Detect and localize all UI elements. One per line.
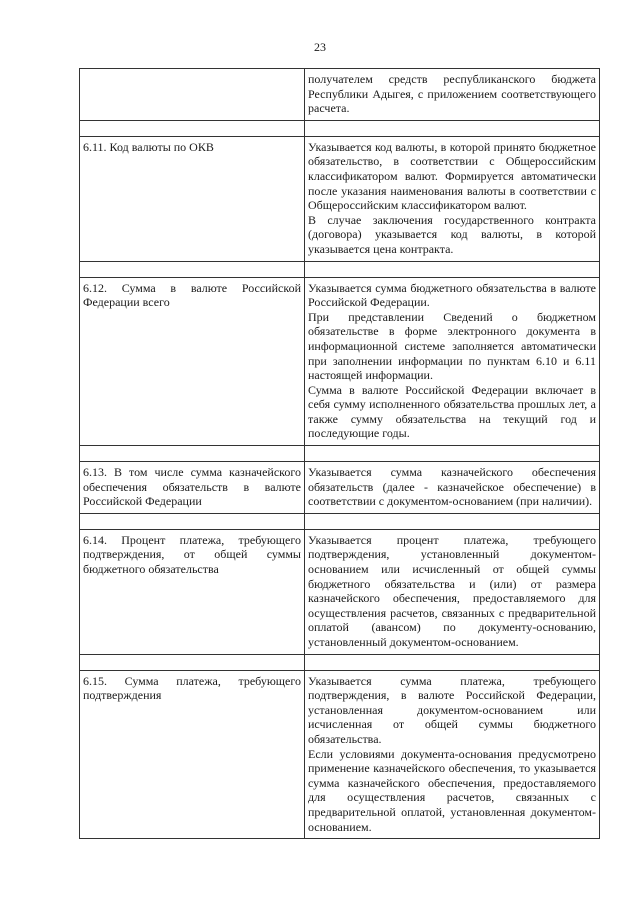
table-row (80, 529, 600, 654)
row-label: 6.14. Процент платежа, требующего подтверждения, от общей суммы бюджетного обязательства (80, 529, 305, 654)
paragraph: Указывается сумма бюджетного обязательства в валюте Российской Федерации. (308, 280, 596, 310)
paragraph: получателем средств республиканского бюджета Республики Адыгея, с приложением соответствующего расчета. (308, 72, 596, 116)
paragraph: При представлении Сведений о бюджетном обязательстве в форме электронного документа в информационной системе заполняется автоматически при заполнении информации по пунктам 6.10 и 6.11 настоящей информации. (308, 309, 596, 383)
paragraph: В случае заключения государственного контракта (договора) указывается код валюты, в которой указывается цена контракта. (308, 212, 596, 256)
row-content (305, 670, 600, 839)
row-label: 6.12. Сумма в валюте Российской Федерации всего (80, 277, 305, 446)
row-content (305, 136, 600, 261)
paragraph: Указывается сумма казначейского обеспечения обязательств (далее - казначейское обеспечение) в соответствии с документом-основанием (при наличии). (308, 465, 596, 509)
row-label (80, 69, 305, 121)
document-table (79, 68, 600, 839)
table-row-spacer (80, 513, 600, 529)
row-content (305, 277, 600, 446)
paragraph: Если условиями документа-основания предусмотрено применение казначейского обеспечения, то указывается сумма казначейского обеспечения, предоставляемого для осуществления расчетов, связанных с предварительной оплатой, установленная документом-основанием. (308, 746, 596, 834)
row-label: 6.13. В том числе сумма казначейского обеспечения обязательств в валюте Российской Федерации (80, 462, 305, 514)
table-row-spacer (80, 120, 600, 136)
row-label: 6.11. Код валюты по ОКВ (80, 136, 305, 261)
table-row (80, 69, 600, 121)
row-label: 6.15. Сумма платежа, требующего подтверждения (80, 670, 305, 839)
paragraph: Указывается сумма платежа, требующего подтверждения, в валюте Российской Федерации, установленная документом-основанием или исчисленная от общей суммы бюджетного обязательства. (308, 673, 596, 746)
paragraph: Указывается процент платежа, требующего подтверждения, установленный документом-основанием или исчисленный от общей суммы бюджетного обязательства и (или) от размера казначейского обеспечения, предоставляемого для осуществления расчетов, связанных с предварительной оплатой (авансом) по документу-основанию, установленный документом-основанием. (308, 532, 596, 649)
table-row (80, 136, 600, 261)
table-row (80, 670, 600, 839)
paragraph: Указывается код валюты, в которой принято бюджетное обязательство, в соответствии с Общероссийским классификатором валют. Формируется автоматически после указания наименования валюты в соответствии с Общероссийским классификатором валют. (308, 139, 596, 213)
paragraph: Сумма в валюте Российской Федерации включает в себя сумму исполненного обязательства прошлых лет, а также сумму обязательства на текущий год и последующие годы. (308, 382, 596, 441)
table-row-spacer (80, 446, 600, 462)
row-content (305, 69, 600, 121)
row-content (305, 529, 600, 654)
table-row (80, 462, 600, 514)
table-row-spacer (80, 261, 600, 277)
table-row (80, 277, 600, 446)
table-row-spacer (80, 654, 600, 670)
row-content (305, 462, 600, 514)
page-number: 23 (314, 40, 326, 54)
